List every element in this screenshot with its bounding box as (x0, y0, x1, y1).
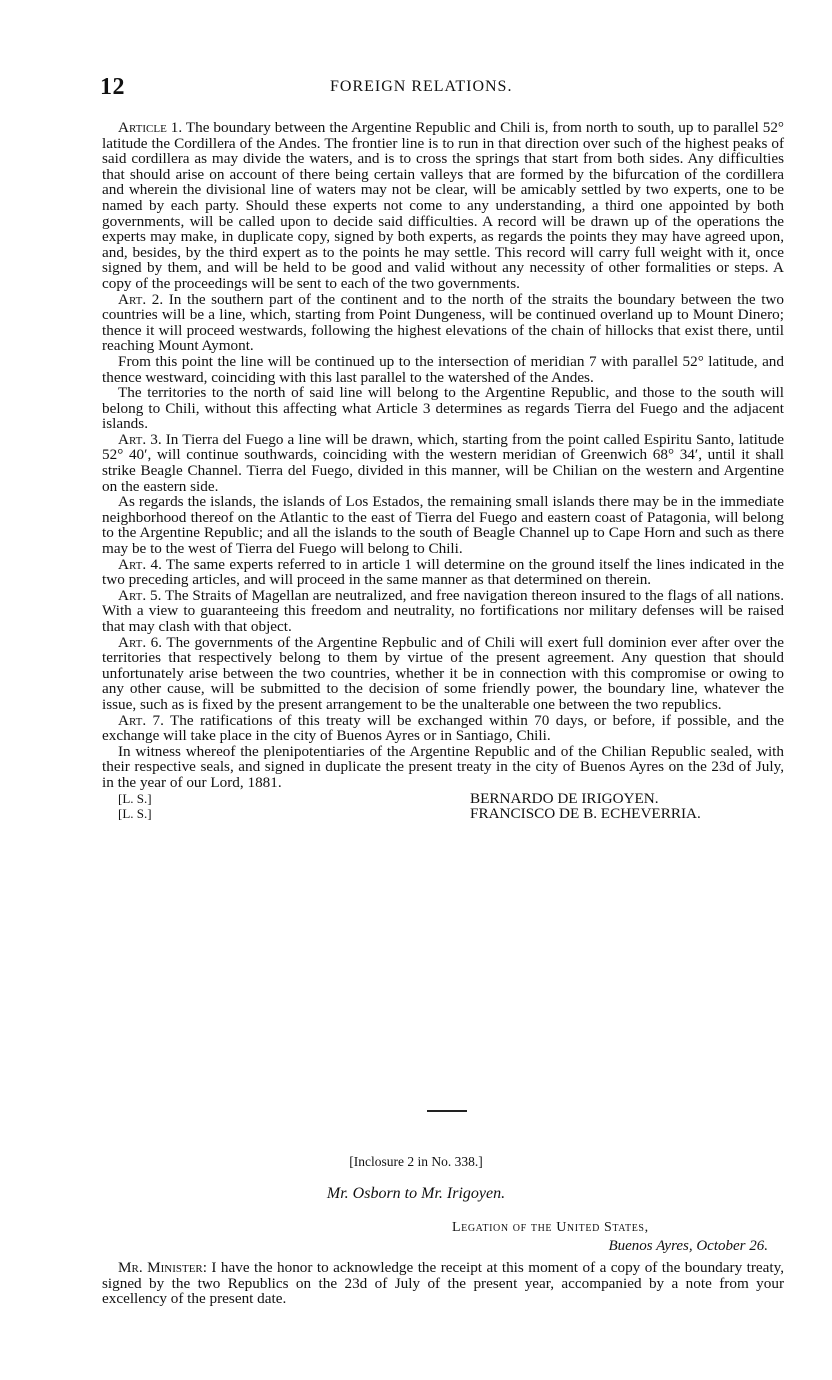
legation-heading: Legation of the United States, (452, 1220, 649, 1235)
article-paragraph (102, 432, 784, 494)
treaty-text (102, 120, 784, 822)
dateline: Buenos Ayres, October 26. (608, 1238, 768, 1254)
article-body: In witness whereof the plenipotentiaries of the Argentine Republic and of the Chilian Republic sealed, with their respective seals, and signed in duplicate the present treaty in the city of Buenos Ayres on the 23d of July, in the year of our Lord, 1881. (102, 742, 784, 791)
page-number: 12 (100, 74, 125, 100)
article-paragraph (102, 354, 784, 385)
article-paragraph (102, 635, 784, 713)
article-label: Art. (118, 430, 147, 448)
article-paragraph (102, 292, 784, 354)
signatory-name: FRANCISCO DE B. ECHEVERRIA. (470, 805, 701, 823)
article-label: Article (118, 119, 167, 136)
article-body: 5. The Straits of Magellan are neutralized, and free navigation thereon insured to the flags of all nations. With a view to guaranteeing this freedom and neutrality, no fortifications nor military defenses will be raised that may clash with that object. (102, 586, 784, 635)
article-label: Art. (118, 555, 147, 573)
letter-text: I have the honor to acknowledge the receipt at this moment of a copy of the boundary treaty, signed by the two Republics on the 23d of July of the present year, accompanied by a note from your excellency of the present date. (102, 1259, 784, 1308)
article-label: Art. (118, 711, 147, 729)
article-body: 1. The boundary between the Argentine Republic and Chili is, from north to south, up to parallel 52° latitude the Cordillera of the Andes. The frontier line is to run in that direction over such of the highest peaks of said cordillera as may divide the waters, and is to cross the springs that start from both sides. Any difficulties that should arise on account of there being certain valleys that are formed by the bifurcation of the cordillera and wherein the divisional line of waters may not be clear, will be amicably settled by two experts, one to be named by each party. Should these experts not come to any understanding, a third one appointed by both governments, will be called upon to decide said difficulties. A record will be drawn up of the operations the experts may make, in duplicate copy, signed by both experts, as regards the points they may have agreed upon, and, besides, by the third expert as to the points he may settle. This record will carry full weight with it, once signed by them, and will be held to be good and valid without any necessity of other formalities or steps. A copy of the proceedings will be sent to each of the two governments. (102, 119, 784, 292)
running-head: FOREIGN RELATIONS. (330, 78, 513, 95)
article-body: 2. In the southern part of the continent and to the north of the straits the boundary between the two countries will be a line, which, starting from Point Dungeness, will be continued overland up to Mount Dinero; thence it will proceed westwards, following the highest elevations of the chain of hillocks that exist there, until reaching Mount Aymont. (102, 290, 784, 355)
article-body: As regards the islands, the islands of Los Estados, the remaining small islands there may be in the immediate neighborhood thereof on the Atlantic to the east of Tierra del Fuego and eastern coast of Patagonia, will belong to the Argentine Republic; and all the islands to the south of Beagle Channel up to Cape Horn and such as there may be to the west of Tierra del Fuego will belong to Chili. (102, 493, 784, 558)
article-paragraph (102, 744, 784, 791)
article-body: 3. In Tierra del Fuego a line will be drawn, which, starting from the point called Espiritu Santo, latitude 52° 40′, will continue southwards, coinciding with the western meridian of Greenwich 68° 34′, until it shall strike Beagle Channel. Tierra del Fuego, divided in this manner, will be Chilian on the western and Argentine on the eastern side. (102, 430, 784, 495)
article-paragraph (102, 494, 784, 556)
article-label: Art. (118, 633, 147, 651)
article-paragraph (102, 588, 784, 635)
article-body: The territories to the north of said line will belong to the Argentine Republic, and those to the south will belong to Chili, without this affecting what Article 3 determines as regards Tierra del Fuego and the adjacent islands. (102, 384, 784, 433)
signature-row (102, 806, 784, 822)
signature-block (102, 791, 784, 822)
correspondence-title: Mr. Osborn to Mr. Irigoyen. (326, 1185, 506, 1202)
section-divider (427, 1110, 467, 1112)
signatory-name: BERNARDO DE IRIGOYEN. (470, 789, 659, 807)
article-body: 7. The ratifications of this treaty will be exchanged within 70 days, or before, if possible, and the exchange will take place in the city of Buenos Ayres or in Santiago, Chili. (102, 711, 784, 745)
letter-paragraph (102, 1260, 784, 1307)
seal-mark: [L. S.] (118, 790, 152, 806)
salutation: Mr. Minister: (118, 1259, 207, 1276)
letter-body (102, 1260, 784, 1307)
seal-mark: [L. S.] (118, 806, 152, 822)
article-body: 6. The governments of the Argentine Repbulic and of Chili will exert full dominion ever after over the territories that respectively belong to them by virtue of the present agreement. Any question that should unfortunately arise between the two countries, whether it be in connection with this compromise or owing to any other cause, will be submitted to the decision of some friendly power, the boundary line, whatever the issue, such as is fixed by the present arrangement to be the unalterable one between the two republics. (102, 633, 784, 713)
article-label: Art. (118, 586, 147, 604)
article-body: From this point the line will be continued up to the intersection of meridian 7 with parallel 52° latitude, and thence westward, coinciding with this last parallel to the watershed of the Andes. (102, 352, 784, 386)
article-body: 4. The same experts referred to in article 1 will determine on the ground itself the lines indicated in the two preceding articles, and will proceed in the same manner as that determined on therein. (102, 555, 784, 589)
enclosure-heading: [Inclosure 2 in No. 338.] (349, 1154, 483, 1169)
article-label: Art. (118, 290, 147, 308)
article-paragraph (102, 120, 784, 292)
article-paragraph (102, 713, 784, 744)
article-paragraph (102, 385, 784, 432)
signature-row (102, 791, 784, 807)
article-paragraph (102, 557, 784, 588)
